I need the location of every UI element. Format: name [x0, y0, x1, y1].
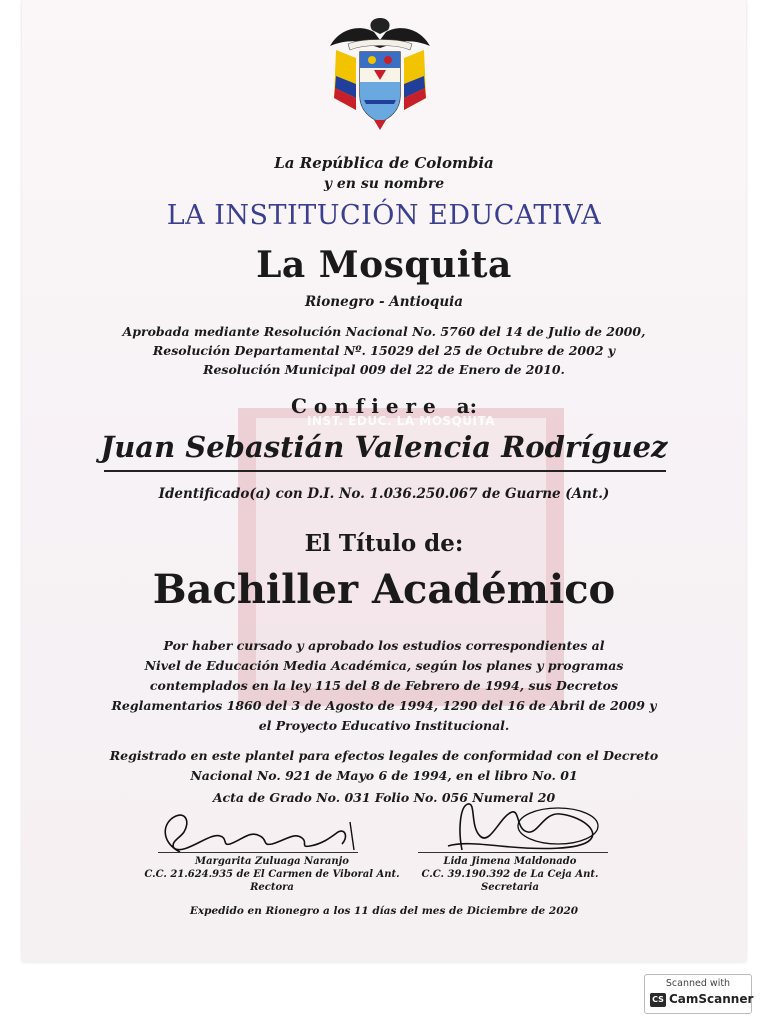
institution-name: La Mosquita	[256, 244, 512, 286]
signer-left-name: Margarita Zuluaga Naranjo	[195, 856, 349, 867]
approval-line-1: Aprobada mediante Resolución Nacional No. 5760 del 14 de Julio de 2000,	[122, 324, 646, 339]
institution-prefix: LA INSTITUCIÓN EDUCATIVA	[166, 200, 602, 231]
degree-title: Bachiller Académico	[152, 566, 616, 613]
issued-line: Expedido en Rionegro a los 11 días del mes de Diciembre de 2020	[189, 905, 579, 917]
signer-right-name: Lida Jimena Maldonado	[443, 856, 577, 867]
body-line-2: Nivel de Educación Media Académica, según los planes y programas	[144, 658, 624, 673]
watermark-text: INST. EDUC. LA MOSQUITA	[306, 414, 496, 428]
signature-line-left	[158, 852, 358, 853]
recipient-id: Identificado(a) con D.I. No. 1.036.250.067 de Guarne (Ant.)	[158, 486, 610, 502]
camscanner-badge	[644, 974, 752, 1014]
institution-location: Rionegro - Antioquia	[304, 294, 464, 310]
body-line-3: contemplados en la ley 115 del 8 de Febrero de 1994, sus Decretos	[149, 678, 619, 693]
signature-left-icon	[150, 802, 370, 858]
title-intro: El Título de:	[304, 530, 464, 557]
header-line-2: y en su nombre	[323, 176, 445, 192]
scanned-with-text: Scanned with	[665, 978, 731, 989]
approval-line-3: Resolución Municipal 009 del 22 de Enero de 2010.	[203, 362, 565, 377]
approval-line-2: Resolución Departamental Nº. 15029 del 25 de Octubre de 2002 y	[152, 343, 616, 358]
signer-left-role: Rectora	[250, 882, 294, 893]
camscanner-logo-icon: CS	[650, 993, 666, 1007]
confiere-label: C o n f i e r e a:	[291, 394, 477, 418]
signature-right-icon	[440, 796, 610, 858]
registry-line-2: Nacional No. 921 de Mayo 6 de 1994, en el libro No. 01	[190, 768, 578, 783]
recipient-name: Juan Sebastián Valencia Rodríguez	[100, 430, 668, 464]
signer-right-role: Secretaria	[481, 882, 539, 893]
body-line-5: el Proyecto Educativo Institucional.	[258, 718, 510, 733]
signature-line-right	[418, 852, 608, 853]
signer-right-id: C.C. 39.190.392 de La Ceja Ant.	[421, 869, 599, 880]
registry-line-1: Registrado en este plantel para efectos legales de conformidad con el Decreto	[109, 748, 659, 763]
header-line-1: La República de Colombia	[274, 154, 494, 172]
recipient-underline	[104, 470, 666, 472]
signer-left-id: C.C. 21.624.935 de El Carmen de Viboral Ant.	[144, 869, 400, 880]
registry-line-3: Acta de Grado No. 031 Folio No. 056 Numeral 20	[212, 790, 556, 805]
body-line-1: Por haber cursado y aprobado los estudios correspondientes al	[163, 638, 605, 653]
body-line-4: Reglamentarios 1860 del 3 de Agosto de 1994, 1290 del 16 de Abril de 2009 y	[111, 698, 657, 713]
camscanner-brand: CamScanner	[669, 992, 754, 1006]
coat-of-arms-icon	[322, 14, 438, 132]
